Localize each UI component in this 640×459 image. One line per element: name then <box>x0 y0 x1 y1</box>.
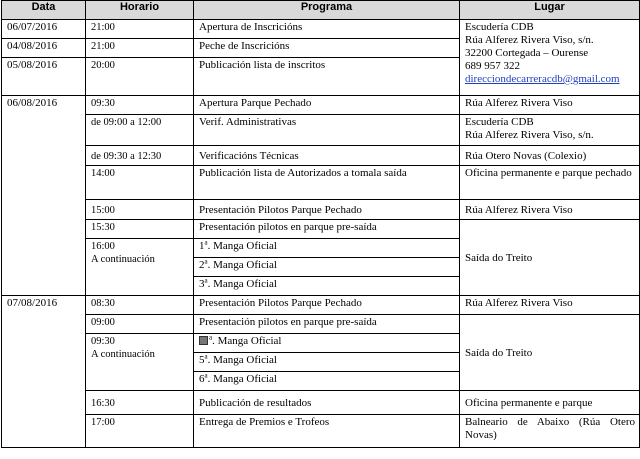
time-cell: 17:00 <box>86 415 194 448</box>
program-cell: Peche de Inscricións <box>194 39 460 58</box>
ordinal-suffix: a <box>204 352 208 361</box>
time-cell: 16:30 <box>86 391 194 415</box>
ordinal-suffix: a <box>204 238 208 247</box>
run-label: . Manga Oficial <box>207 259 277 271</box>
place-cell-start: Saída do Treito <box>460 220 640 296</box>
program-cell <box>194 239 460 258</box>
time-line: 09:30 <box>91 336 115 347</box>
program-cell: Verificacións Técnicas <box>194 146 460 166</box>
place-cell: Rúa Otero Novas (Colexio) <box>460 146 640 166</box>
program-cell <box>194 372 460 391</box>
program-cell <box>194 258 460 277</box>
time-cell: 21:00 <box>86 39 194 58</box>
ordinal-suffix: a <box>204 276 208 285</box>
run-number: 6 <box>199 373 205 385</box>
place-cell: Balneario de Abaixo (Rúa Otero Novas) <box>460 415 640 448</box>
program-cell: Publicación de resultados <box>194 391 460 415</box>
place-cell-start: Saída do Treito <box>460 315 640 391</box>
schedule-table <box>1 0 640 448</box>
header-time: Horario <box>86 1 194 20</box>
run-label: . Manga Oficial <box>207 240 277 252</box>
program-cell: Entrega de Premios e Trofeos <box>194 415 460 448</box>
program-cell: Publicación lista de inscritos <box>194 58 460 96</box>
table-row <box>2 96 640 115</box>
run-number: 3 <box>199 278 205 290</box>
program-cell: Verif. Administrativas <box>194 115 460 146</box>
date-cell: 07/08/2016 <box>2 296 86 448</box>
table-row <box>2 166 640 200</box>
table-row <box>2 296 640 315</box>
time-cell: 14:00 <box>86 166 194 200</box>
program-cell: Presentación pilotos en parque pre-saída <box>194 315 460 334</box>
run-label: . Manga Oficial <box>207 354 277 366</box>
time-cell: 21:00 <box>86 20 194 39</box>
table-row <box>2 115 640 146</box>
place-cell: Rúa Alferez Rivera Viso <box>460 200 640 220</box>
table-row <box>2 415 640 448</box>
header-place: Lugar <box>460 1 640 20</box>
email-link[interactable]: direcciondecarreracdb@gmail.com <box>465 73 620 85</box>
header-program: Programa <box>194 1 460 20</box>
table-row <box>2 20 640 39</box>
date-cell: 04/08/2016 <box>2 39 86 58</box>
date-cell: 06/08/2016 <box>2 96 86 296</box>
time-line: A continuación <box>91 349 155 360</box>
run-number: 1 <box>199 240 205 252</box>
place-line: Rúa Alferez Rivera Viso, s/n. <box>465 34 594 46</box>
place-cell <box>460 115 640 146</box>
time-line: 16:00 <box>91 241 115 252</box>
program-cell <box>194 353 460 372</box>
run-number: 5 <box>199 354 205 366</box>
table-row <box>2 391 640 415</box>
ordinal-suffix: a <box>209 333 213 342</box>
date-cell: 06/07/2016 <box>2 20 86 39</box>
program-cell: Presentación Pilotos Parque Pechado <box>194 296 460 315</box>
place-phone: 689 957 322 <box>465 60 520 72</box>
ordinal-suffix: a <box>204 371 208 380</box>
image-placeholder-icon <box>199 336 208 345</box>
program-cell: Apertura de Inscricións <box>194 20 460 39</box>
table-row <box>2 315 640 334</box>
place-cell: Oficina permanente e parque pechado <box>460 166 640 200</box>
place-line: Escudería CDB <box>465 21 534 33</box>
run-label: . Manga Oficial <box>207 278 277 290</box>
program-cell <box>194 334 460 353</box>
program-cell: Apertura Parque Pechado <box>194 96 460 115</box>
place-cell-inscriptions <box>460 20 640 96</box>
ordinal-suffix: a <box>204 257 208 266</box>
place-line: 32200 Cortegada – Ourense <box>465 47 589 59</box>
run-number: 2 <box>199 259 205 271</box>
time-cell: 08:30 <box>86 296 194 315</box>
run-label: . Manga Oficial <box>207 373 277 385</box>
time-cell: 15:00 <box>86 200 194 220</box>
time-cell: de 09:00 a 12:00 <box>86 115 194 146</box>
program-cell: Publicación lista de Autorizados a tomala saída <box>194 166 460 200</box>
place-line: Rúa Alferez Rivera Viso, s/n. <box>465 129 594 141</box>
table-row <box>2 220 640 239</box>
run-label: . Manga Oficial <box>212 335 282 347</box>
place-line: Escudería CDB <box>465 116 534 128</box>
place-cell: Rúa Alferez Rivera Viso <box>460 296 640 315</box>
time-cell: de 09:30 a 12:30 <box>86 146 194 166</box>
header-row <box>2 1 640 20</box>
program-cell <box>194 277 460 296</box>
program-cell: Presentación Pilotos Parque Pechado <box>194 200 460 220</box>
time-cell <box>86 239 194 296</box>
time-cell: 09:00 <box>86 315 194 334</box>
time-cell <box>86 334 194 391</box>
time-cell: 15:30 <box>86 220 194 239</box>
date-cell: 05/08/2016 <box>2 58 86 96</box>
table-row <box>2 146 640 166</box>
time-cell: 09:30 <box>86 96 194 115</box>
place-cell: Oficina permanente e parque <box>460 391 640 415</box>
table-row <box>2 200 640 220</box>
program-cell: Presentación pilotos en parque pre-saída <box>194 220 460 239</box>
time-cell: 20:00 <box>86 58 194 96</box>
time-line: A continuación <box>91 254 155 265</box>
place-cell: Rúa Alferez Rivera Viso <box>460 96 640 115</box>
header-date: Data <box>2 1 86 20</box>
